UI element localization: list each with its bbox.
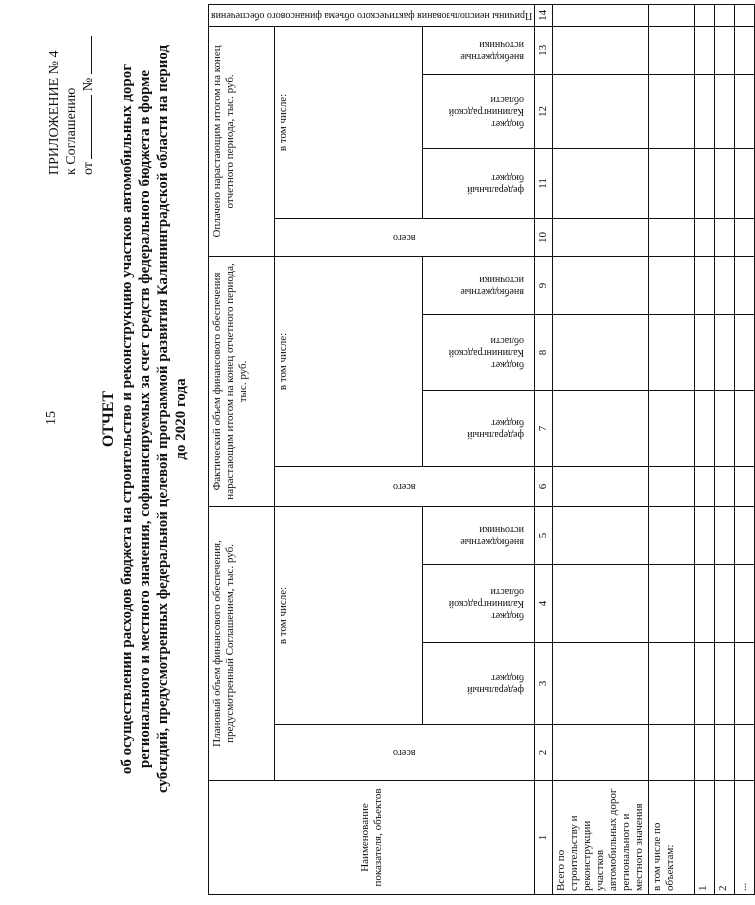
header-reason: Причины неиспользования фактического объема финансового обеспечения xyxy=(211,10,533,22)
header-plan-total-cell xyxy=(275,725,535,781)
column-number: 13 xyxy=(535,26,553,74)
page-number: 15 xyxy=(44,411,59,425)
table-row xyxy=(649,4,695,894)
header-fact-fed-cell xyxy=(423,390,535,466)
header-paid-total: всего xyxy=(393,232,416,244)
date-blank xyxy=(91,95,92,159)
number-blank xyxy=(91,36,92,74)
header-paid-fed: федеральный бюджет xyxy=(466,172,524,196)
appendix-agreement: к Соглашению xyxy=(64,87,79,175)
header-paid-other-cell xyxy=(423,26,535,74)
header-fact: Фактический объем финансового обеспечения нарастающим итогом на конец отчетного периода, тыс. руб. xyxy=(209,256,275,506)
column-number-row xyxy=(535,4,553,894)
header-fact-other-cell xyxy=(423,256,535,314)
column-number: 7 xyxy=(535,390,553,466)
header-paid-reg: бюджет Калининградской области xyxy=(448,94,524,130)
column-number: 3 xyxy=(535,643,553,725)
report-title-line: регионального и местного значения, софинансируемых за счет средств федерального бюджета в форме xyxy=(137,69,153,769)
header-fact-total-cell xyxy=(275,466,535,506)
appendix-number-sign: № xyxy=(81,77,96,92)
column-number: 2 xyxy=(535,725,553,781)
table-row xyxy=(695,4,715,894)
header-fact-reg-cell xyxy=(423,314,535,390)
table-row xyxy=(553,4,649,894)
header-paid-total-cell xyxy=(275,218,535,256)
column-number: 11 xyxy=(535,148,553,218)
header-fact-total: всего xyxy=(393,481,416,493)
table-row xyxy=(735,4,755,894)
header-paid: Оплачено нарастающим итогом на конец отчетного периода, тыс. руб. xyxy=(209,26,275,256)
column-number: 10 xyxy=(535,218,553,256)
header-plan-other: внебюджетные источники xyxy=(460,524,524,548)
column-number: 9 xyxy=(535,256,553,314)
report-title xyxy=(100,29,190,809)
column-number: 6 xyxy=(535,466,553,506)
column-number: 8 xyxy=(535,314,553,390)
header-paid-other: внебюджетные источники xyxy=(460,39,524,63)
appendix-date-line xyxy=(80,5,97,175)
header-fact-incl: в том числе: xyxy=(275,256,423,466)
header-paid-incl: в том числе: xyxy=(275,26,423,218)
column-number: 4 xyxy=(535,565,553,643)
header-fact-other: внебюджетные источники xyxy=(460,274,524,298)
appendix-block xyxy=(46,5,97,175)
report-title-line: об осуществлении расходов бюджета на строительство и реконструкцию участков автомобильных дорог xyxy=(119,63,135,775)
column-number: 5 xyxy=(535,506,553,564)
row-label: 2 xyxy=(715,781,735,895)
appendix-from: от xyxy=(81,162,96,175)
report-heading: ОТЧЕТ xyxy=(100,390,117,448)
table-row xyxy=(715,4,735,894)
row-label: в том числе по объектам: xyxy=(649,781,695,895)
header-paid-reg-cell xyxy=(423,74,535,148)
header-reason-cell xyxy=(209,4,535,26)
header-fact-fed: федеральный бюджет xyxy=(466,417,524,441)
header-paid-fed-cell xyxy=(423,148,535,218)
header-plan-incl: в том числе: xyxy=(275,506,423,724)
row-label: 1 xyxy=(695,781,715,895)
row-label: ... xyxy=(735,781,755,895)
header-fact-reg: бюджет Калининградской области xyxy=(448,335,524,371)
header-plan-reg-cell xyxy=(423,565,535,643)
appendix-title: ПРИЛОЖЕНИЕ № 4 xyxy=(47,50,62,175)
report-title-line: субсидий, предусмотренных федеральной целевой программой развития Калининградской области на период xyxy=(155,44,171,794)
report-title-line: до 2020 года xyxy=(173,378,189,460)
column-number: 14 xyxy=(535,4,553,26)
row-label: Всего по строительству и реконструкции участков автомобильных дорог регионального и местного значения xyxy=(553,781,649,895)
header-plan-total: всего xyxy=(393,747,416,759)
report-table xyxy=(208,4,755,895)
header-plan-fed: федеральный бюджет xyxy=(466,672,524,696)
column-number: 1 xyxy=(535,781,553,895)
header-plan-fed-cell xyxy=(423,643,535,725)
header-name: Наименование показателя, объектов xyxy=(209,781,535,895)
header-plan-reg: бюджет Калининградской области xyxy=(448,586,524,622)
header-plan: Плановый объем финансового обеспечения, предусмотренный Соглашением, тыс. руб. xyxy=(209,506,275,780)
column-number: 12 xyxy=(535,74,553,148)
header-plan-other-cell xyxy=(423,506,535,564)
